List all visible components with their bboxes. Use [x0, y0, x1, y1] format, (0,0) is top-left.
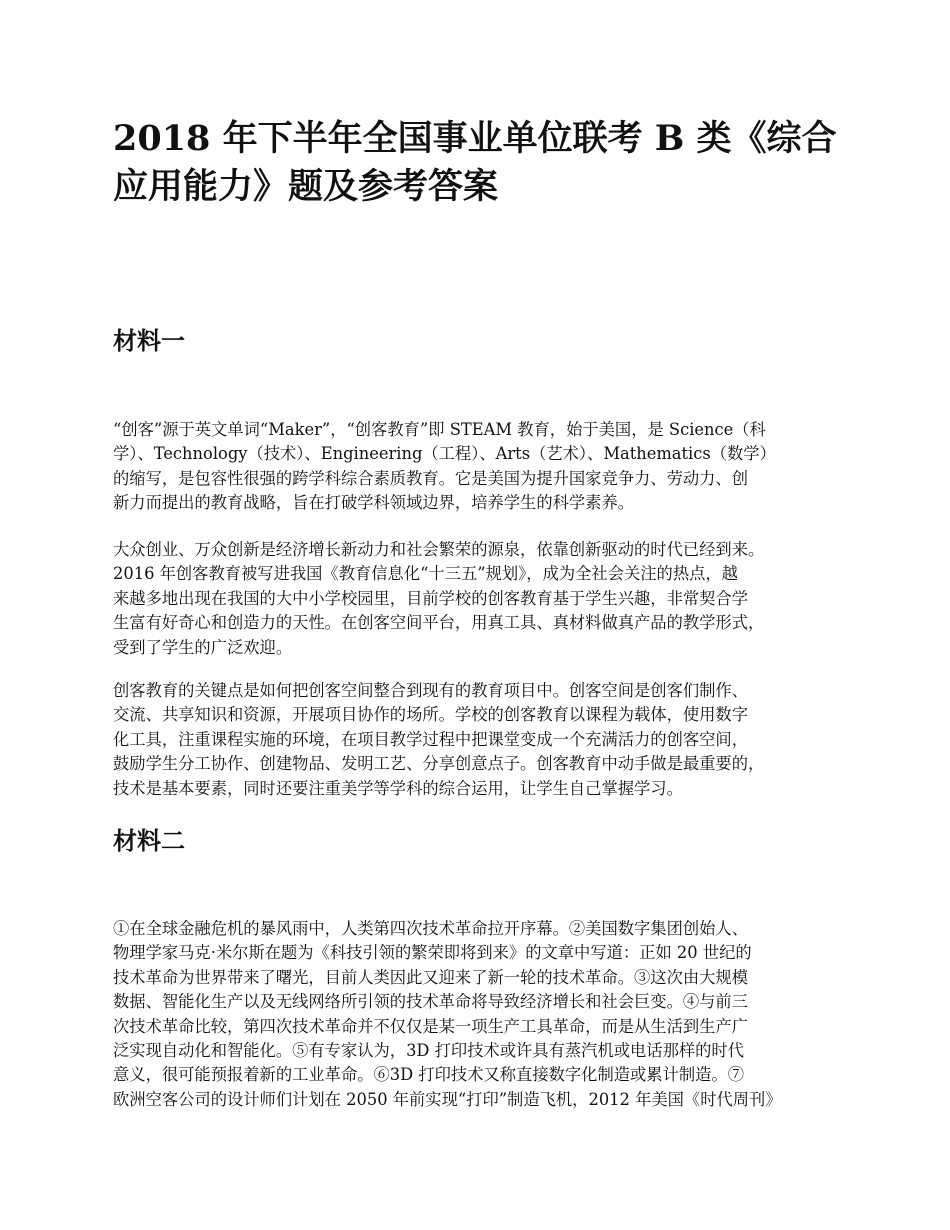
paragraph-line: 技术革命为世界带来了曙光，目前人类因此又迎来了新一轮的技术革命。③这次由大规模 [113, 967, 748, 987]
section-heading-material-1: 材料一 [113, 326, 185, 355]
paragraph-line: 次技术革命比较，第四次技术革命并不仅仅是某一项生产工具革命，而是从生活到生产广 [113, 1016, 748, 1036]
paragraph-line: 技术是基本要素，同时还要注重美学等学科的综合运用，让学生自己掌握学习。 [113, 778, 683, 798]
paragraph [113, 679, 853, 801]
paragraph-line: 新力而提出的教育战略，旨在打破学科领域边界，培养学生的科学素养。 [113, 493, 635, 513]
paragraph-line: 交流、共享知识和资源，开展项目协作的场所。学校的创客教育以课程为载体，使用数字 [113, 705, 748, 725]
paragraph-line: 大众创业、万众创新是经济增长新动力和社会繁荣的源泉，依靠创新驱动的时代已经到来。 [113, 540, 765, 559]
paragraph-line: 意义，很可能预报着新的工业革命。⑥3D 打印技术又称直接数字化制造或累计制造。⑦ [113, 1065, 744, 1085]
paragraph-line: 泛实现自动化和智能化。⑤有专家认为，3D 打印技术或许具有蒸汽机或电话那样的时代 [113, 1041, 744, 1061]
paragraph [113, 538, 853, 660]
paragraph-line: 创客教育的关键点是如何把创客空间整合到现有的教育项目中。创客空间是创客们制作、 [113, 681, 748, 700]
paragraph-line: 数据、智能化生产以及无线网络所引领的技术革命将导致经济增长和社会巨变。④与前三 [113, 992, 748, 1012]
paragraph [113, 418, 853, 516]
paragraph-line: ①在全球金融危机的暴风雨中，人类第四次技术革命拉开序幕。②美国数字集团创始人、 [113, 919, 748, 938]
paragraph-line: “创客”源于英文单词“Maker”，“创客教育”即 STEAM 教育，始于美国，是 Science（科 [113, 420, 766, 439]
paragraph-line: 2016 年创客教育被写进我国《教育信息化“十三五”规划》，成为全社会关注的热点，越 [113, 564, 738, 584]
paragraph-line: 物理学家马克·米尔斯在题为《科技引领的繁荣即将到来》的文章中写道：正如 20 世纪的 [113, 943, 752, 963]
paragraph-line: 生富有好奇心和创造力的天性。在创客空间平台，用真工具、真材料做真产品的教学形式， [113, 613, 765, 633]
title-line: 应用能力》题及参考答案 [113, 166, 499, 207]
paragraph-line: 学）、Technology（技术）、Engineering（工程）、Arts（艺术）、Mathematics（数学） [113, 444, 776, 464]
paragraph-line: 欧洲空客公司的设计师们计划在 2050 年前实现“打印”制造飞机，2012 年美国《时代周刊》 [113, 1089, 782, 1109]
paragraph-line: 来越多地出现在我国的大中小学校园里，目前学校的创客教育基于学生兴趣，非常契合学 [113, 588, 748, 608]
section-heading-material-2: 材料二 [113, 826, 185, 855]
document-title [113, 115, 853, 211]
title-line: 2018 年下半年全国事业单位联考 B 类《综合 [113, 118, 837, 159]
paragraph-line: 受到了学生的广泛欢迎。 [113, 637, 293, 657]
paragraph-line: 化工具，注重课程实施的环境，在项目教学过程中把课堂变成一个充满活力的创客空间， [113, 729, 748, 749]
paragraph-line: 的缩写，是包容性很强的跨学科综合素质教育。它是美国为提升国家竞争力、劳动力、创 [113, 468, 748, 488]
paragraph [113, 917, 853, 1112]
paragraph-line: 鼓励学生分工协作、创建物品、发明工艺、分享创意点子。创客教育中动手做是最重要的， [113, 754, 765, 774]
